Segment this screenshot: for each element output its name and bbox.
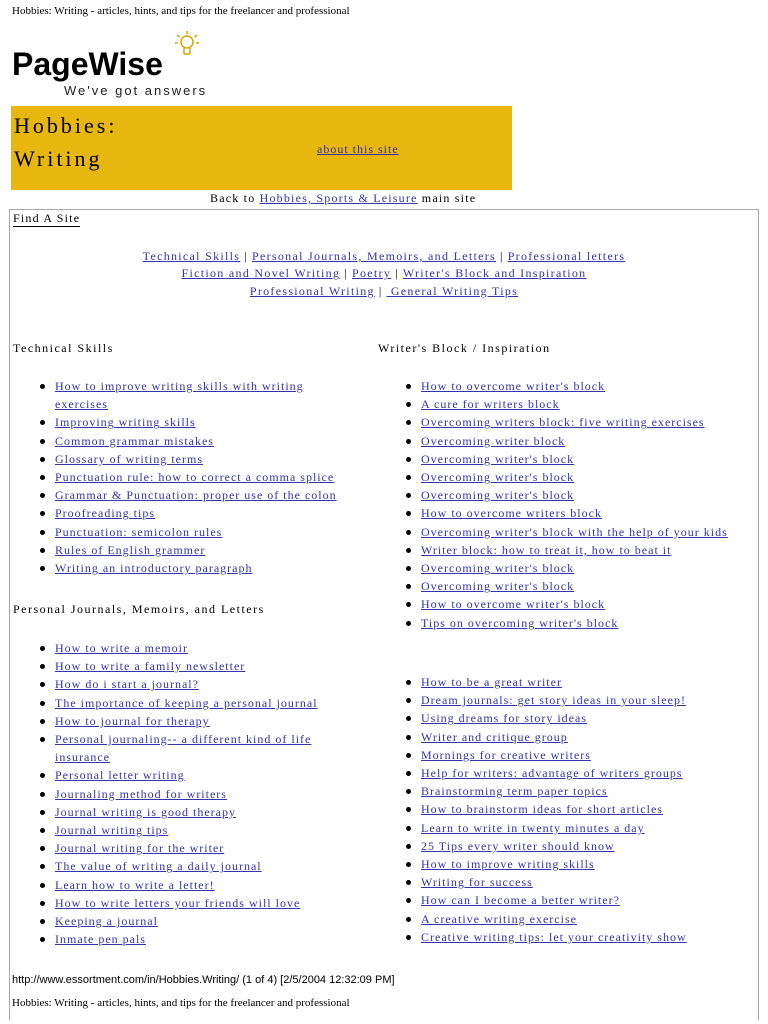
back-link[interactable]: Hobbies, Sports & Leisure [259,191,418,205]
article-link[interactable]: Learn how to write a letter! [55,877,215,892]
article-link[interactable]: Using dreams for story ideas [421,711,587,726]
article-link[interactable]: How to improve writing skills with writing exercises [55,379,304,412]
article-link[interactable]: Glossary of writing terms [55,451,203,466]
article-link[interactable]: Brainstorming term paper topics [421,784,608,799]
section-banner [11,106,512,190]
article-link[interactable]: Journal writing is good therapy [55,804,236,819]
article-link[interactable]: The value of writing a daily journal [55,859,262,874]
list-item [403,928,741,946]
list-item [403,577,741,595]
article-link[interactable]: Dream journals: get story ideas in your sleep! [421,693,686,708]
list-item [403,486,741,504]
list-item [403,855,741,873]
list-item [403,614,741,632]
article-link[interactable]: How to write a memoir [55,641,188,655]
nav-writers-block[interactable]: Writer's Block and Inspiration [402,266,587,280]
list-item [37,857,345,875]
article-link[interactable]: Overcoming writer's block [421,451,575,466]
article-link[interactable]: Writer and critique group [421,729,568,744]
article-link[interactable]: Creative writing tips: let your creativity show [421,929,687,944]
list-item [403,746,741,764]
article-link[interactable]: A creative writing exercise [421,911,577,926]
writers-block-list [403,377,741,632]
article-link[interactable]: Learn to write in twenty minutes a day [421,820,645,835]
article-link[interactable]: Proofreading tips [55,506,155,521]
list-item [37,894,345,912]
article-link[interactable]: Improving writing skills [55,415,196,430]
article-link[interactable]: How to write letters your friends will love [55,895,301,910]
banner-title-line1: Hobbies: [14,113,118,138]
nav-general-writing-tips[interactable]: General Writing Tips [386,284,519,298]
article-link[interactable]: How to brainstorm ideas for short articles [421,802,663,817]
list-item [37,694,345,712]
article-link[interactable]: Overcoming writers block: five writing exercises [421,415,705,430]
list-item [403,468,741,486]
nav-row-2 [0,266,768,281]
article-link[interactable]: Grammar & Punctuation: proper use of the colon [55,488,337,503]
list-item [37,930,345,948]
section-title-journals: Personal Journals, Memoirs, and Letters [13,602,265,616]
list-item [37,821,345,839]
list-item [37,377,345,413]
list-item [403,691,741,709]
article-link[interactable]: A cure for writers block [421,397,560,412]
article-link[interactable]: Overcoming writer block [421,433,566,448]
article-link[interactable]: Mornings for creative writers [421,747,591,762]
article-link[interactable]: Writer block: how to treat it, how to beat it [421,542,672,557]
article-link[interactable]: Punctuation rule: how to correct a comma splice [55,470,335,485]
list-item [403,504,741,522]
banner-title [14,109,117,175]
article-link[interactable]: Personal letter writing [55,768,185,783]
article-link[interactable]: How to be a great writer [421,675,562,689]
general-tips-list [403,673,741,946]
list-item [403,673,741,691]
about-link[interactable]: about this site [317,142,399,156]
article-link[interactable]: Help for writers: advantage of writers groups [421,766,683,781]
list-item [37,712,345,730]
footer-title: Hobbies: Writing - articles, hints, and tips for the freelancer and professional [12,997,350,1009]
nav-row-1 [0,249,768,264]
nav-professional-letters[interactable]: Professional letters [507,249,626,263]
article-link[interactable]: The importance of keeping a personal journal [55,695,318,710]
article-link[interactable]: Writing for success [421,875,533,890]
section-title-writers-block: Writer's Block / Inspiration [378,341,551,355]
article-link[interactable]: How to write a family newsletter [55,659,246,674]
article-link[interactable]: 25 Tips every writer should know [421,838,615,853]
nav-poetry[interactable]: Poetry [351,266,392,280]
article-link[interactable]: Common grammar mistakes [55,433,214,448]
list-item [403,910,741,928]
list-item [403,395,741,413]
article-link[interactable]: Journaling method for writers [55,786,227,801]
list-item [37,766,345,784]
nav-separator: | [378,284,383,298]
list-item [403,413,741,431]
journals-list [37,639,345,948]
nav-professional-writing[interactable]: Professional Writing [249,284,375,298]
article-link[interactable]: Inmate pen pals [55,932,146,947]
list-item [37,785,345,803]
list-item [403,377,741,395]
nav-separator: | [395,266,399,280]
article-link[interactable]: How to overcome writer's block [421,379,606,393]
logo-name: PageWise [12,46,163,82]
list-item [403,800,741,818]
list-item [403,873,741,891]
article-link[interactable]: Personal journaling-- a different kind of life insurance [55,732,312,765]
list-item [37,486,345,504]
list-item [37,730,345,766]
list-item [37,657,345,675]
nav-row-3 [0,284,768,299]
back-suffix: main site [417,191,477,205]
list-item [37,450,345,468]
list-item [37,541,345,559]
article-link[interactable]: How to journal for therapy [55,713,210,728]
list-item [403,819,741,837]
list-item [403,837,741,855]
list-item [403,709,741,727]
article-link[interactable]: Punctuation: semicolon rules [55,524,223,539]
list-item [403,891,741,909]
article-link[interactable]: Keeping a journal [55,914,158,929]
back-to-line [210,191,476,206]
list-item [37,468,345,486]
list-item [403,595,741,613]
article-link[interactable]: How to improve writing skills [421,857,595,872]
article-link[interactable]: Journal writing for the writer [55,841,225,856]
list-item [403,523,741,541]
nav-fiction[interactable]: Fiction and Novel Writing [181,266,341,280]
section-title-technical: Technical Skills [13,341,114,355]
list-item [37,523,345,541]
list-item [403,432,741,450]
list-item [403,782,741,800]
pagewise-logo[interactable] [12,28,252,100]
list-item [37,675,345,693]
list-item [403,764,741,782]
article-link[interactable]: Overcoming writer's block with the help of your kids [421,524,728,539]
article-link[interactable]: Overcoming writer's block [421,488,575,503]
technical-skills-list [37,377,345,577]
list-item [37,413,345,431]
list-item [403,559,741,577]
list-item [403,541,741,559]
footer-url: http://www.essortment.com/in/Hobbies.Writing/ (1 of 4) [2/5/2004 12:32:09 PM] [12,974,395,986]
article-link[interactable]: Journal writing tips [55,823,169,838]
article-link[interactable]: Rules of English grammer [55,542,206,557]
list-item [403,450,741,468]
list-item [37,559,345,577]
list-item [37,876,345,894]
logo-tagline: We've got answers [64,83,208,98]
article-link[interactable]: Overcoming writer's block [421,470,575,485]
list-item [37,803,345,821]
list-item [37,839,345,857]
banner-title-line2: Writing [14,146,103,171]
nav-personal-journals[interactable]: Personal Journals, Memoirs, and Letters [251,249,496,263]
article-link[interactable]: How do i start a journal? [55,677,199,692]
list-item [37,504,345,522]
nav-separator: | [244,249,248,263]
article-link[interactable]: How can I become a better writer? [421,893,620,908]
article-link[interactable]: Writing an introductory paragraph [55,561,253,576]
list-item [37,912,345,930]
nav-separator: | [499,249,504,263]
lightbulb-icon [174,30,200,60]
article-link[interactable]: Overcoming writer's block [421,561,575,576]
find-a-site-label: Find A Site [13,211,81,225]
nav-separator: | [344,266,348,280]
back-prefix: Back to [210,191,260,205]
article-link[interactable]: Tips on overcoming writer's block [421,615,619,630]
list-item [37,639,345,657]
nav-technical-skills[interactable]: Technical Skills [142,249,241,263]
article-link[interactable]: How to overcome writer's block [421,597,606,612]
article-link[interactable]: How to overcome writers block [421,506,602,521]
list-item [403,728,741,746]
article-link[interactable]: Overcoming writer's block [421,579,575,594]
page-header: Hobbies: Writing - articles, hints, and tips for the freelancer and professional [12,5,350,17]
list-item [37,432,345,450]
